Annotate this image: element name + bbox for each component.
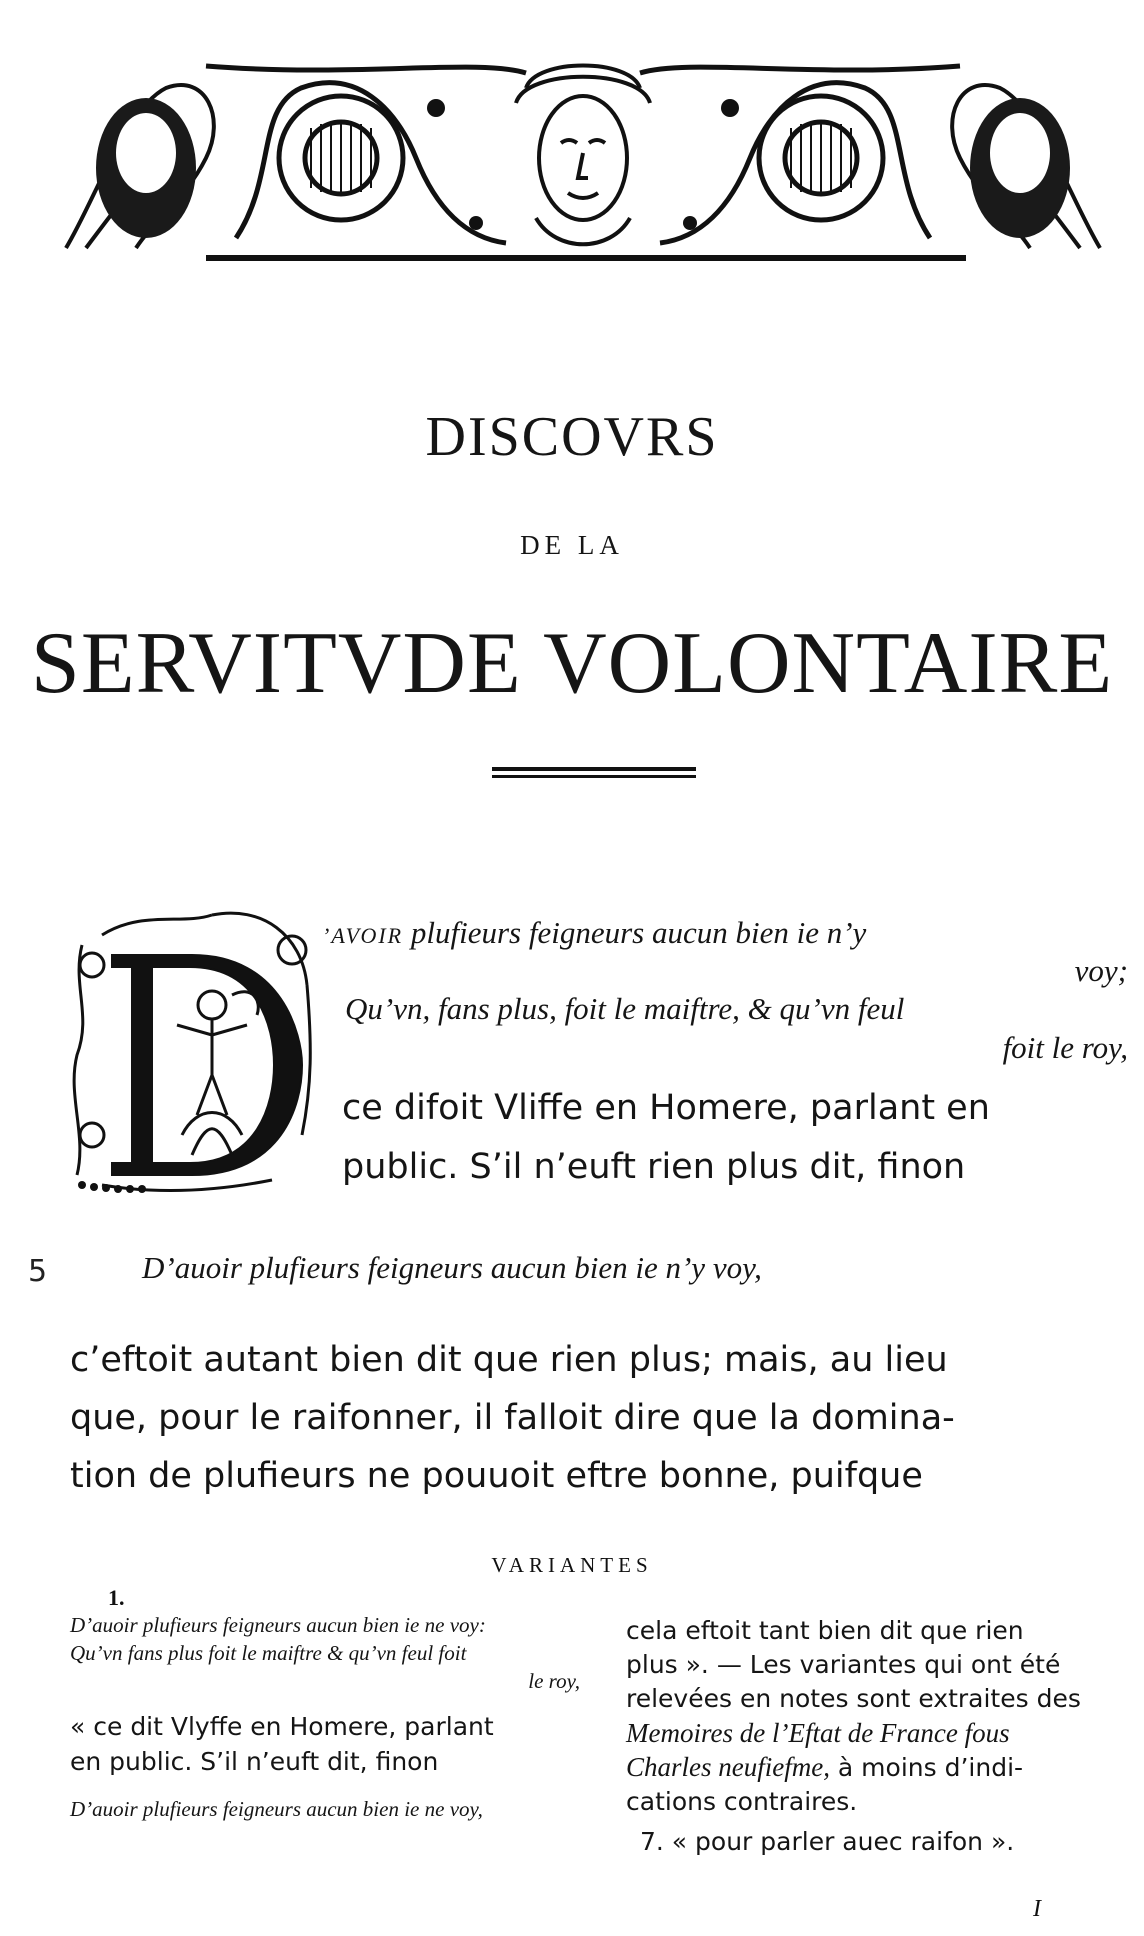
variante-verse-2: Qu’vn fans plus foit le maiftre & qu’vn feul foit bbox=[70, 1641, 467, 1665]
variante-right-line-2: plus ». — Les variantes qui ont été bbox=[626, 1650, 1061, 1679]
body-line-1: c’eftoit autant bien dit que rien plus; mais, au lieu bbox=[70, 1340, 948, 1380]
title-servitude-volontaire: SERVITVDE VOLONTAIRE bbox=[30, 615, 1114, 712]
title-discours: DISCOVRS bbox=[425, 406, 719, 468]
variante-quote-2: en public. S’il n’euft dit, finon bbox=[70, 1747, 439, 1776]
drop-cap-d-ornament bbox=[62, 905, 322, 1197]
variantes-heading: VARIANTES bbox=[491, 1553, 653, 1577]
variante-right-line-7: 7. « pour parler auec raifon ». bbox=[640, 1827, 1015, 1856]
variante-verse-3: le roy, bbox=[528, 1669, 580, 1693]
ornamental-header-band bbox=[56, 48, 1110, 270]
opening-verse-line-2-cont: foit le roy, bbox=[1002, 1030, 1128, 1065]
variante-number: 1. bbox=[108, 1585, 125, 1610]
variantes-left-column bbox=[70, 1585, 580, 1823]
body-line-3: tion de plufieurs ne pouuoit eftre bonne, puifque bbox=[70, 1456, 923, 1496]
variante-verse-4: D’auoir plufieurs feigneurs aucun bien ie ne voy, bbox=[70, 1797, 483, 1821]
variante-right-line-5-rest: à moins d’indi- bbox=[829, 1753, 1024, 1782]
body-line-2: que, pour le raifonner, il falloit dire que la domina- bbox=[70, 1398, 955, 1438]
opening-verse-line-1-cont: voy; bbox=[1074, 953, 1128, 988]
opening-verse-line-1-text: plufieurs feigneurs aucun bien ie n’y bbox=[410, 915, 867, 950]
variante-right-line-1: cela eftoit tant bien dit que rien bbox=[626, 1616, 1024, 1645]
variante-right-line-5 bbox=[626, 1750, 1136, 1785]
prose-line-1: ce difoit Vliffe en Homere, parlant en bbox=[342, 1088, 990, 1128]
title-de-la: DE LA bbox=[520, 530, 624, 560]
opening-verse-smallcaps: ’AVOIR bbox=[322, 923, 404, 948]
variantes-right-column bbox=[626, 1614, 1136, 1859]
opening-verse-line-1 bbox=[322, 915, 1132, 951]
variante-right-line-6: cations contraires. bbox=[626, 1787, 858, 1816]
repeated-verse: D’auoir plufieurs feigneurs aucun bien ie n’y voy, bbox=[142, 1250, 762, 1285]
page-signature: I bbox=[1033, 1896, 1041, 1922]
variante-quote-1: « ce dit Vlyffe en Homere, parlant bbox=[70, 1712, 494, 1741]
line-number: 5 bbox=[28, 1254, 48, 1289]
variante-verse-1: D’auoir plufieurs feigneurs aucun bien ie ne voy: bbox=[70, 1613, 486, 1637]
variante-right-line-4: Memoires de l’Eftat de France fous bbox=[626, 1718, 1010, 1748]
variante-right-line-3: relevées en notes sont extraites des bbox=[626, 1684, 1081, 1713]
opening-verse-line-2: Qu’vn, fans plus, foit le maiftre, & qu’vn feul bbox=[345, 991, 905, 1026]
variante-right-line-5-italic: Charles neufiefme, bbox=[626, 1752, 830, 1782]
prose-line-2: public. S’il n’euft rien plus dit, finon bbox=[342, 1147, 966, 1187]
title-rule bbox=[492, 767, 696, 778]
